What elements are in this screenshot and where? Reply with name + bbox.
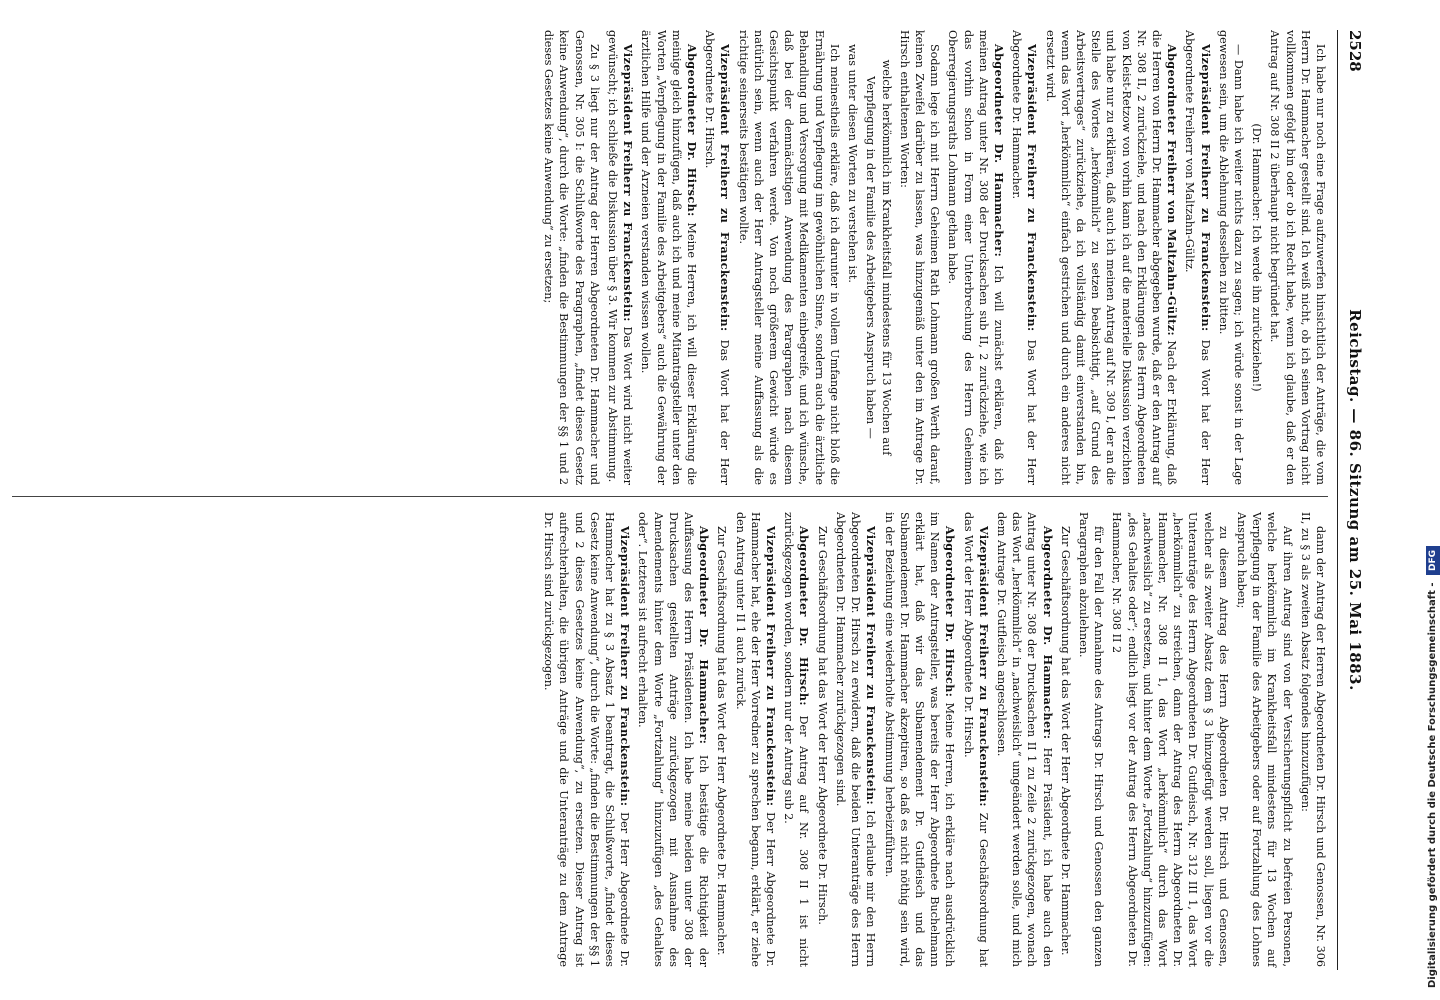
header-rule	[1337, 30, 1338, 970]
paragraph	[1009, 30, 1039, 485]
paragraph	[541, 512, 632, 967]
paragraph-text: für den Fall der Annahme des Antrags Dr. Hirsch und Genossen den ganzen Paragraphen abzulehnen.	[1076, 512, 1106, 967]
paragraph-text: Das Wort wird nicht weiter gewünscht; ich schließe die Diskussion über § 3. Wir kommen zur Abstimmung.	[606, 30, 635, 485]
paragraph-text: (Dr. Hammacher: Ich werde ihn zurückziehen!)	[1250, 123, 1264, 392]
speaker-label: Vizepräsident Freiherr zu Franckenstein:	[1198, 44, 1213, 332]
paragraph	[638, 30, 699, 485]
speaker-label: Abgeordneter Dr. Hammacher:	[1040, 526, 1055, 740]
digitization-credit	[1412, 8, 1438, 988]
paragraph-text: Meine Herren, ich erkläre nach ausdrücklich im Namen der Antragsteller, was bereits der Herr Abgeordnete Buchelmann erklärt hat, daß wir das Subamendement Dr. Gutfleisch und das Subamendement Dr. Hammacher akzeptiren, so daß es nicht nöthig sein wird, in der Beziehung eine wiederholte Abstimmung herbeizuführen.	[882, 512, 957, 968]
paragraph	[1109, 512, 1231, 967]
paragraph	[833, 512, 879, 967]
paragraph	[881, 512, 957, 967]
paragraph	[1267, 30, 1328, 485]
paragraph-text: Das Wort hat der Herr Abgeordnete Dr. Hirsch.	[703, 30, 732, 485]
speaker-label: Abgeordneter Dr. Hammacher:	[991, 44, 1006, 258]
column-separator	[12, 496, 1328, 497]
paragraph	[605, 30, 635, 485]
paragraph-text: Meine Herren, ich will dieser Erklärung die meinige gleich hinzufügen, daß auch ich und meine Mitantragsteller unter den Worten „Verpflegung in der Familie des Arbeitgebers“ auch die Gewährung der ärztlichen Hilfe und der Arzneien verstanden wissen wollen.	[639, 30, 699, 485]
speaker-label: Vizepräsident Freiherr zu Franckenstein:	[764, 526, 779, 807]
speaker-label: Vizepräsident Freiherr zu Franckenstein:	[1025, 44, 1040, 332]
paragraph-text: Sodann lege ich mit Herrn Geheimen Rath Lohmann großen Werth darauf, keinen Zweifel darüber zu lassen, was hinzugemäß unter den im Antrage Dr. Hirsch enthaltenen Worten:	[897, 30, 942, 485]
paragraph	[845, 30, 860, 485]
speaker-label: Abgeordneter Dr. Hirsch:	[685, 44, 700, 217]
speaker-label: Abgeordneter Freiherr von Maltzahn-Gültz:	[1165, 44, 1180, 336]
paragraph-text: Ich meinestheils erkläre, daß ich darunter in vollem Umfange nicht bloß die Ernährung und Verpflegung im gewöhnlichen Sinne, sondern auch die ärztliche Behandlung und Versorgung mit Medikamenten einbegreife, und ich wünsche, daß bei der demnächstigen Anwendung des Paragraphen nach diesem Gesichtspunkt verfahren werde. Von noch größerem Gewicht würde es natürlich sein, wenn auch der Herr Antragsteller meine Auffassung als die richtige seinerseits bestätigen wollte.	[736, 30, 841, 485]
paragraph	[1298, 512, 1328, 967]
paragraph	[714, 512, 729, 967]
paragraph-text: Auf ihren Antrag sind von der Versicherungspflicht zu befreien Personen, welche herkömmlich im Krankheitsfall mindestens für 13 Wochen auf Verpflegung in der Familie des Arbeitgebers oder auf Fortzahlung des Lohnes Anspruch haben;	[1234, 512, 1294, 967]
speaker-label: Vizepräsident Freiherr zu Franckenstein:	[976, 526, 991, 807]
dfg-logo: DFG	[1426, 546, 1440, 575]
speaker-label: Abgeordneter Dr. Hirsch:	[797, 526, 812, 706]
speaker-label: Abgeordneter Dr. Hirsch:	[943, 526, 958, 698]
paragraph-text: was unter diesen Worten zu verstehen ist.	[846, 44, 860, 283]
paragraph-text: Herr Präsident, ich habe auch den Antrag unter Nr. 308 der Drucksachen II 1 zu Zeile 2 zurückgezogen, wonach das Wort „herkömmlich“ in „nachweislich“ umgeändert werden solle, und mich dem Antrage Dr. Gutfleisch angeschlossen.	[994, 512, 1054, 967]
paragraph	[702, 30, 732, 485]
paragraph	[1076, 512, 1106, 967]
paragraph-text: Ich will zunächst erklären, daß ich meinen Antrag unter Nr. 308 der Drucksachen sub II, 2 zurückziehe, wie ich das vorhin schon in Form einer Unterbrechung des Herrn Geheimen Oberregierungsraths Lohmann gethan habe.	[946, 30, 1005, 485]
speaker-label: Vizepräsident Freiherr zu Franckenstein:	[621, 44, 636, 322]
paragraph	[1249, 30, 1264, 485]
paragraph	[541, 30, 602, 485]
paragraph	[1216, 30, 1246, 485]
paragraph-text: dann der Antrag der Herren Abgeordneten Dr. Hirsch und Genossen, Nr. 306 II, zu § 3 als zweiten Absatz folgendes hinzuzufügen:	[1298, 512, 1327, 967]
paragraph-text: Der Antrag auf Nr. 308 II 1 ist nicht zurückgezogen worden, sondern nur der Antrag sub 2.	[782, 512, 811, 968]
paragraph	[897, 30, 943, 485]
paragraph-text: Der Herr Abgeordnete Dr. Hammacher hat, ehe der Herr Vorredner zu sprechen begann, erklärt, er ziehe den Antrag unter II 1 auch zurück.	[733, 512, 778, 967]
right-column	[12, 512, 1328, 967]
paragraph	[960, 512, 990, 967]
paragraph-text: Zu § 3 liegt nur der Antrag der Herren Abgeordneten Dr. Hammacher und Genossen, Nr. 305 I: die Schlußworte des Paragraphen, „findet dieses Gesetz keine Anwendung“, durch die Worte: „finden die Bestimmungen der §§ 1 und 2 dieses Gesetzes keine Anwendung“ zu ersetzen;	[542, 30, 601, 485]
speaker-label: Vizepräsident Freiherr zu Franckenstein:	[618, 526, 633, 807]
paragraph	[945, 30, 1006, 485]
paragraph	[735, 30, 841, 485]
paragraph	[781, 512, 811, 967]
paragraph	[635, 512, 711, 967]
paragraph-text: Zur Geschäftsordnung hat das Wort der Herr Abgeordnete Dr. Hammacher.	[715, 526, 729, 956]
paragraph-text: Ich habe nur noch eine Frage aufzuwerfen hinsichtlich der Anträge, die vom Herrn Dr. Hammacher gestellt sind. Ich weiß nicht, ob ich seinen Vortrag nicht vollkommen gefolgt bin oder ob ich Recht habe, wenn ich glaube, daß er den Antrag auf Nr. 308 II 2 überhaupt nicht begründet hat.	[1268, 30, 1327, 485]
paragraph-text: Das Wort hat der Herr Abgeordnete Dr. Hammacher.	[1010, 30, 1039, 485]
paragraph-text: zu diesem Antrag des Herrn Abgeordneten Dr. Hirsch und Genossen, welcher als zweiter Absatz dem § 3 hinzugefügt werden soll, liegen vor die Unteranträge des Herrn Abgeordneten Dr. Gutfleisch, Nr. 312 III 1, das Wort „herkömmlich“ zu streichen, dann der Antrag des Herrn Abgeordneten Dr. Hammacher, Nr. 308 II 1, das Wort „herkömmlich“ durch das Wort „nachweislich“ zu ersetzen, und hinter dem Worte „Fortzahlung“ hinzuzufügen: „des Gehaltes oder“; endlich liegt vor der Antrag des Herrn Abgeordneten Dr. Hammacher, Nr. 308 II 2	[1110, 512, 1230, 967]
paragraph-text: Zur Geschäftsordnung hat das Wort der Herr Abgeordnete Dr. Hirsch.	[815, 526, 829, 925]
paragraph	[994, 512, 1055, 967]
paragraph-text: — Dann habe ich weiter nichts dazu zu sagen; ich würde sonst in der Lage gewesen sein, um die Ablehnung desselben zu bitten.	[1216, 30, 1245, 485]
paragraph-text: Nach der Erklärung, daß die Herren von Herrn Dr. Hammacher abgegeben wurde, daß er den Antrag auf Nr. 308 II, 2 zurückziehe, und nach den Erklärungen des Herrn Abgeordneten von Kleist-Retzow von vorhin kann ich auf die materielle Diskussion verzichten und habe nur zu erklären, daß auch ich meinen Antrag auf Nr. 309 I, der an die Stelle des Wortes „herkömmlich“ zu setzen beabsichtigt, „auf Grund des Arbeitsvertrages“ zurückziehe, da ich vollständig damit einverstanden bin, wenn das Wort „herkömmlich“ einfach gestrichen und durch ein anderes nicht ersetzt wird.	[1043, 30, 1179, 485]
page-number: 2528	[1346, 30, 1364, 72]
paragraph	[815, 512, 830, 967]
paragraph	[1042, 30, 1179, 485]
speaker-label: Vizepräsident Freiherr zu Franckenstein:	[864, 526, 879, 806]
paragraph	[863, 30, 893, 485]
paragraph	[1058, 512, 1073, 967]
paragraph-text: welche herkömmlich im Krankheitsfall mindestens für 13 Wochen auf Verpflegung in der Familie des Arbeitgebers Anspruch haben —	[864, 59, 893, 456]
left-column	[12, 30, 1328, 485]
paragraph	[732, 512, 778, 967]
paragraph	[1182, 30, 1212, 485]
paragraph-text: Zur Geschäftsordnung hat das Wort der Herr Abgeordnete Dr. Hirsch.	[961, 512, 990, 967]
paragraph-text: Der Herr Abgeordnete Dr. Hammacher hat zu § 3 Absatz 1 beantragt, die Schlußworte, „findet dieses Gesetz keine Anwendung“, durch die Worte: „finden die Bestimmungen der §§ 1 und 2 dieses Gesetzes keine Anwendung“, zu ersetzen. Dieser Antrag ist aufrechterhalten, die übrigen Anträge und die Unteranträge zu dem Antrage Dr. Hirsch sind zurückgezogen.	[542, 512, 632, 967]
paragraph-text: Ich erlaube mir den Herrn Abgeordneten Dr. Hirsch zu erwidern, daß die beiden Unteranträge des Herrn Abgeordneten Dr. Hammacher zurückgezogen sind.	[833, 512, 878, 967]
page-title: Reichstag. — 86. Sitzung am 25. Mai 1883.	[1346, 309, 1364, 691]
speaker-label: Abgeordneter Dr. Hammacher:	[697, 526, 712, 745]
paragraph	[1234, 512, 1295, 967]
speaker-label: Vizepräsident Freiherr zu Franckenstein:	[718, 44, 733, 332]
paragraph-text: Zur Geschäftsordnung hat das Wort der Herr Abgeordnete Dr. Hammacher.	[1058, 526, 1072, 956]
credit-text: Digitalisierung gefördert durch die Deutsche Forschungsgemeinschaft -	[1427, 582, 1438, 988]
page-header	[1336, 30, 1372, 970]
paragraph-text: Das Wort hat der Herr Abgeordnete Freiherr von Maltzahn-Gültz.	[1183, 30, 1212, 485]
paragraph-text: Ich bestätige die Richtigkeit der Auffassung des Herrn Präsidenten. Ich habe meine beiden unter 308 der Drucksachen gestellten Anträge zurückgezogen mit Ausnahme des Amendements hinter dem Worte „Fortzahlung“ hinzuzufügen „des Gehaltes oder“. Letzteres ist aufrecht erhalten.	[636, 512, 711, 968]
